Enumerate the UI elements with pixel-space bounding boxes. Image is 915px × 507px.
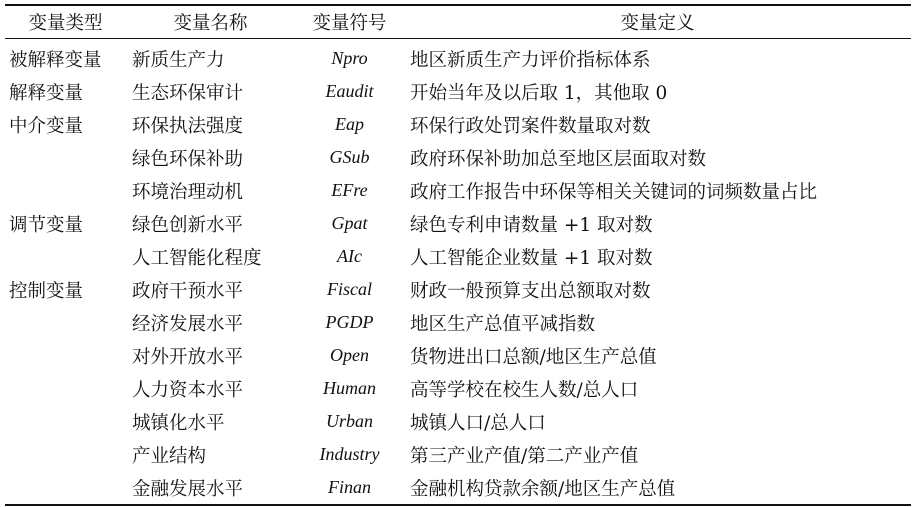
- header-row: [5, 5, 911, 39]
- cell-variable-definition: 地区生产总值平减指数: [410, 313, 596, 335]
- cell-variable-type: [5, 339, 126, 372]
- cell-variable-definition: 财政一般预算支出总额取对数: [410, 280, 651, 302]
- cell-variable-type: [5, 372, 126, 405]
- cell-variable-name: 人工智能化程度: [132, 247, 262, 269]
- cell-variable-type: [5, 438, 126, 471]
- cell-variable-name: 生态环保审计: [132, 82, 244, 104]
- cell-variable-definition: 城镇人口/总人口: [410, 412, 546, 434]
- cell-variable-symbol: Npro: [331, 48, 368, 68]
- cell-variable-name: 经济发展水平: [132, 313, 244, 335]
- table-row: [5, 273, 911, 306]
- cell-variable-name: 人力资本水平: [132, 379, 244, 401]
- table-row: [5, 306, 911, 339]
- cell-variable-definition: 地区新质生产力评价指标体系: [410, 49, 651, 71]
- cell-variable-definition: 政府工作报告中环保等相关关键词的词频数量占比: [410, 181, 818, 203]
- table-row: [5, 108, 911, 141]
- cell-variable-type: 调节变量: [9, 214, 84, 236]
- header-variable-symbol: 变量符号: [295, 5, 404, 39]
- cell-variable-name: 对外开放水平: [132, 346, 244, 368]
- cell-variable-type: [5, 306, 126, 339]
- table-row: [5, 39, 911, 76]
- cell-variable-definition: 金融机构贷款余额/地区生产总值: [410, 478, 676, 500]
- cell-variable-type: 解释变量: [9, 82, 84, 104]
- header-variable-name: 变量名称: [126, 5, 295, 39]
- table-row: [5, 405, 911, 438]
- cell-variable-symbol: PGDP: [325, 312, 374, 332]
- cell-variable-symbol: Human: [323, 378, 376, 398]
- cell-variable-symbol: Finan: [328, 477, 371, 497]
- header-variable-type: 变量类型: [5, 5, 126, 39]
- cell-variable-name: 绿色环保补助: [132, 148, 244, 170]
- cell-variable-definition: 第三产业产值/第二产业产值: [410, 445, 639, 467]
- table-row: [5, 75, 911, 108]
- table-header: [5, 5, 911, 39]
- table-row: [5, 471, 911, 505]
- cell-variable-type: [5, 141, 126, 174]
- cell-variable-name: 绿色创新水平: [132, 214, 244, 236]
- cell-variable-symbol: Eap: [335, 114, 364, 134]
- cell-variable-definition: 开始当年及以后取 1，其他取 0: [410, 82, 668, 104]
- cell-variable-type: [5, 240, 126, 273]
- cell-variable-definition: 环保行政处罚案件数量取对数: [410, 115, 651, 137]
- cell-variable-name: 金融发展水平: [132, 478, 244, 500]
- cell-variable-type: 被解释变量: [9, 49, 102, 71]
- cell-variable-type: [5, 471, 126, 505]
- cell-variable-name: 城镇化水平: [132, 412, 225, 434]
- table-row: [5, 174, 911, 207]
- cell-variable-symbol: Fiscal: [327, 279, 372, 299]
- cell-variable-symbol: GSub: [329, 147, 370, 167]
- cell-variable-name: 环境治理动机: [132, 181, 244, 203]
- cell-variable-definition: 高等学校在校生人数/总人口: [410, 379, 639, 401]
- table-row: [5, 240, 911, 273]
- cell-variable-name: 环保执法强度: [132, 115, 244, 137]
- cell-variable-type: 控制变量: [9, 280, 84, 302]
- cell-variable-definition: 货物进出口总额/地区生产总值: [410, 346, 657, 368]
- cell-variable-type: 中介变量: [9, 115, 84, 137]
- header-variable-definition: 变量定义: [404, 5, 911, 39]
- cell-variable-symbol: EFre: [331, 180, 368, 200]
- cell-variable-name: 政府干预水平: [132, 280, 244, 302]
- cell-variable-name: 产业结构: [132, 445, 207, 467]
- table-row: [5, 141, 911, 174]
- table-row: [5, 207, 911, 240]
- table-row: [5, 438, 911, 471]
- cell-variable-name: 新质生产力: [132, 49, 225, 71]
- cell-variable-symbol: Open: [330, 345, 369, 365]
- cell-variable-symbol: AIc: [337, 246, 362, 266]
- cell-variable-definition: 人工智能企业数量 +1 取对数: [410, 247, 653, 269]
- cell-variable-type: [5, 405, 126, 438]
- cell-variable-symbol: Eaudit: [325, 81, 374, 101]
- cell-variable-symbol: Industry: [319, 444, 380, 464]
- cell-variable-definition: 政府环保补助加总至地区层面取对数: [410, 148, 707, 170]
- table-row: [5, 372, 911, 405]
- cell-variable-definition: 绿色专利申请数量 +1 取对数: [410, 214, 653, 236]
- variables-table: [5, 4, 911, 506]
- table-body: [5, 39, 911, 506]
- cell-variable-symbol: Urban: [325, 411, 373, 431]
- cell-variable-symbol: Gpat: [331, 213, 368, 233]
- table-row: [5, 339, 911, 372]
- cell-variable-type: [5, 174, 126, 207]
